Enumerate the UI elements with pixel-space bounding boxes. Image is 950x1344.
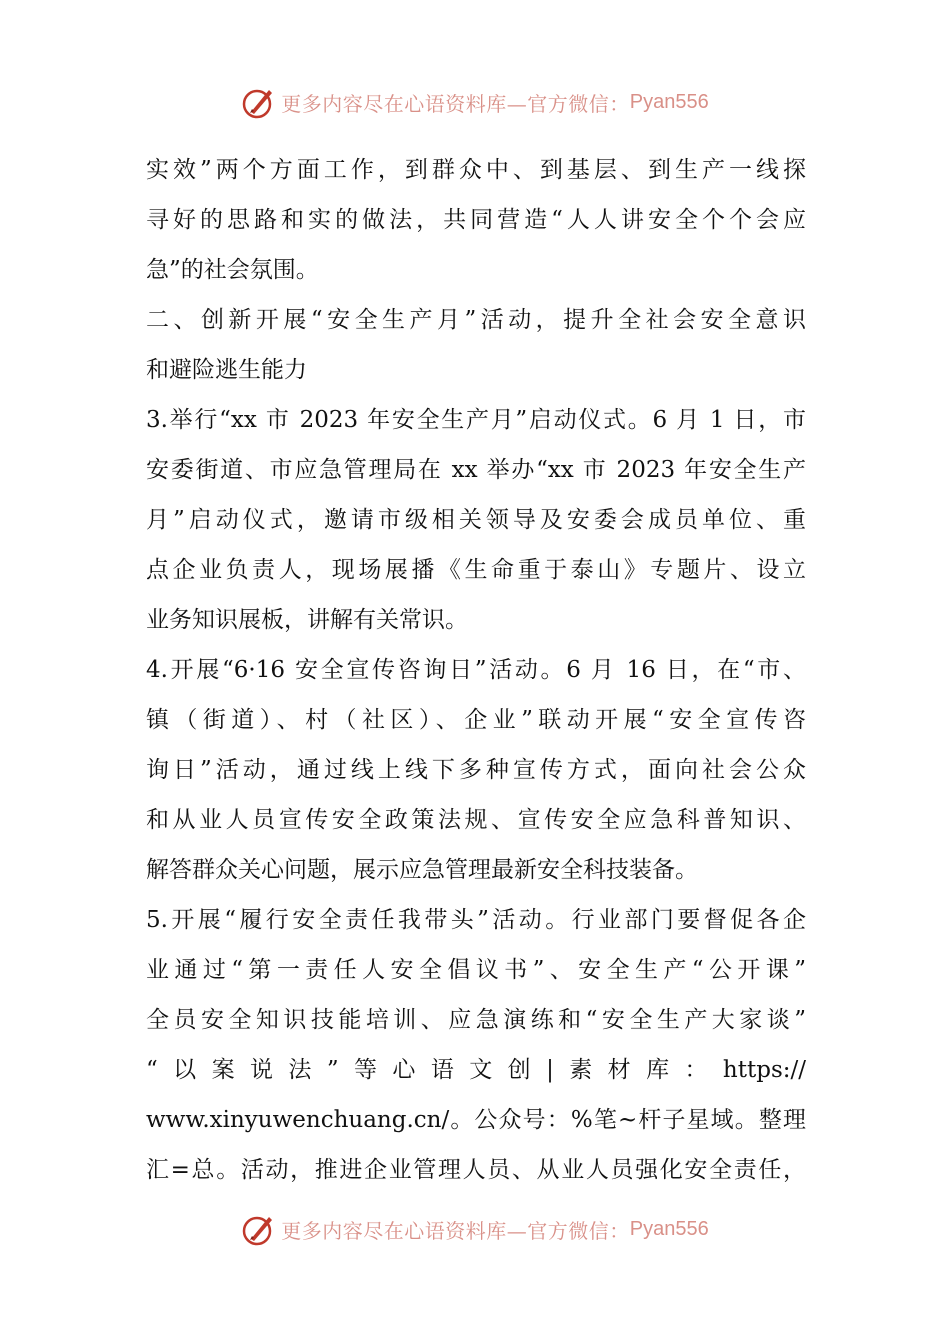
- text-line: 点企业负责人，现场展播《生命重于泰山》专题片、设立: [146, 557, 806, 583]
- text-line: 业务知识展板，讲解有关常识。: [146, 607, 468, 633]
- banner-wechat-id: Pyan556: [629, 1217, 709, 1240]
- banner-text: 更多内容尽在心语资料库—官方微信：: [281, 1218, 630, 1243]
- section-heading-cont: 和避险逃生能力: [146, 357, 307, 383]
- text-line: 镇（街道）、村（社区）、企业”联动开展“安全宣传咨: [146, 707, 806, 733]
- text-line: www.xinyuwenchuang.cn/。公众号：%笔~杆子星域。整理: [146, 1107, 806, 1133]
- footer-banner: [0, 1209, 950, 1249]
- document-body: [146, 145, 806, 1195]
- text-line: 5.开展“履行安全责任我带头”活动。行业部门要督促各企: [146, 907, 806, 933]
- header-banner: [0, 82, 950, 122]
- banner-wechat-id: Pyan556: [629, 90, 709, 113]
- text-line: 业通过“第一责任人安全倡议书”、安全生产“公开课”: [146, 957, 806, 983]
- text-line: “以案说法”等心语文创|素材库：https://: [146, 1057, 806, 1083]
- text-line: 4.开展“6·16 安全宣传咨询日”活动。6 月 16 日，在“市、: [146, 657, 806, 683]
- text-line: 询日”活动，通过线上线下多种宣传方式，面向社会公众: [146, 757, 806, 783]
- text-line: 月”启动仪式，邀请市级相关领导及安委会成员单位、重: [146, 507, 806, 533]
- text-line: 汇=总。活动，推进企业管理人员、从业人员强化安全责任，: [146, 1157, 806, 1183]
- banner-text: 更多内容尽在心语资料库—官方微信：: [281, 91, 630, 116]
- quill-logo-icon: [241, 1211, 277, 1247]
- quill-logo-icon: [241, 84, 277, 120]
- text-line: 3.举行“xx 市 2023 年安全生产月”启动仪式。6 月 1 日，市: [146, 407, 806, 433]
- text-line: 实效”两个方面工作，到群众中、到基层、到生产一线探: [146, 157, 806, 183]
- text-line: 解答群众关心问题，展示应急管理最新安全科技装备。: [146, 857, 698, 883]
- text-line: 急”的社会氛围。: [146, 257, 319, 283]
- text-line: 寻好的思路和实的做法，共同营造“人人讲安全个个会应: [146, 207, 806, 233]
- text-line: 和从业人员宣传安全政策法规、宣传安全应急科普知识、: [146, 807, 806, 833]
- text-line: 安委街道、市应急管理局在 xx 举办“xx 市 2023 年安全生产: [146, 457, 806, 483]
- text-line: 全员安全知识技能培训、应急演练和“安全生产大家谈”: [146, 1007, 806, 1033]
- section-heading: 二、创新开展“安全生产月”活动，提升全社会安全意识: [146, 307, 806, 333]
